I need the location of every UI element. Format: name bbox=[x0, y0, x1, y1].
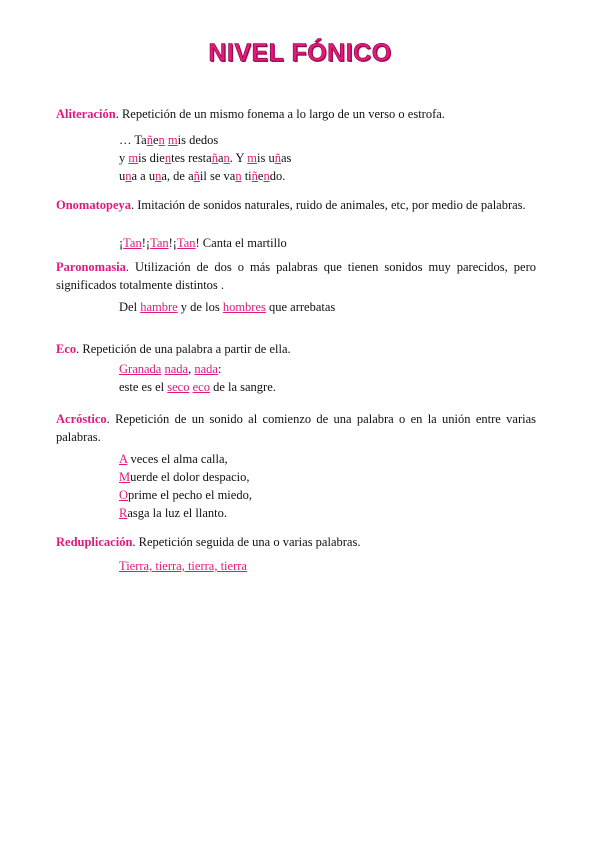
example-text: a, de a bbox=[161, 169, 194, 183]
term-eco: Eco bbox=[56, 342, 77, 356]
definition-text: . Repetición de una palabra a partir de ella. bbox=[76, 342, 291, 356]
example-aliteracion bbox=[119, 131, 539, 185]
example-text: Del bbox=[119, 300, 141, 314]
example-onomatopeya bbox=[119, 234, 539, 252]
example-text: is die bbox=[138, 151, 165, 165]
example-text: asga la luz el llanto. bbox=[127, 506, 227, 520]
definition-text: . Imitación de sonidos naturales, ruido de animales, etc, por medio de palabras. bbox=[131, 198, 526, 212]
highlighted-sound: A bbox=[119, 452, 128, 466]
example-text: . Y bbox=[229, 151, 248, 165]
example-acrostico bbox=[119, 450, 539, 522]
example-line bbox=[119, 167, 539, 185]
highlighted-sound: n bbox=[158, 133, 165, 147]
page-title: NIVEL FÓNICO bbox=[208, 39, 392, 67]
example-text: ti bbox=[241, 169, 252, 183]
highlighted-sound: Tan bbox=[150, 236, 169, 250]
example-text: ¡ bbox=[119, 236, 124, 250]
example-line bbox=[119, 360, 539, 378]
example-line bbox=[119, 131, 539, 149]
definition-acrostico bbox=[56, 410, 536, 446]
example-line bbox=[119, 378, 539, 396]
example-eco bbox=[119, 360, 539, 396]
example-text: y de los bbox=[177, 300, 223, 314]
highlighted-sound: ñ bbox=[251, 169, 258, 183]
highlighted-sound: eco bbox=[192, 380, 210, 394]
example-text: a a u bbox=[131, 169, 156, 183]
highlighted-sound: Tan bbox=[123, 236, 142, 250]
example-text: , bbox=[188, 362, 195, 376]
highlighted-sound: seco bbox=[167, 380, 190, 394]
example-text: e bbox=[152, 133, 159, 147]
highlighted-sound: m bbox=[247, 151, 257, 165]
example-line bbox=[119, 486, 539, 504]
highlighted-sound: n bbox=[235, 169, 242, 183]
highlighted-sound: Tierra, tierra, tierra, tierra bbox=[119, 559, 247, 573]
highlighted-sound: n bbox=[125, 169, 132, 183]
example-text: y bbox=[119, 151, 129, 165]
example-text: is u bbox=[256, 151, 275, 165]
example-text: tes resta bbox=[171, 151, 212, 165]
term-reduplicacion: Reduplicación bbox=[56, 535, 133, 549]
definition-eco bbox=[56, 340, 536, 358]
definition-text: . Repetición seguida de una o varias palabras. bbox=[132, 535, 361, 549]
example-text: a bbox=[217, 151, 224, 165]
highlighted-sound: n bbox=[263, 169, 270, 183]
example-text: uerde el dolor despacio, bbox=[130, 470, 250, 484]
highlighted-sound: n bbox=[223, 151, 230, 165]
highlighted-sound: n bbox=[164, 151, 172, 165]
definition-paronomasia bbox=[56, 258, 536, 294]
example-line bbox=[119, 504, 539, 522]
example-text: do. bbox=[269, 169, 286, 183]
example-line bbox=[119, 234, 539, 252]
highlighted-sound: hombres bbox=[222, 300, 266, 314]
example-paronomasia bbox=[119, 298, 539, 316]
definition-text: . Repetición de un sonido al comienzo de una palabra o en la unión entre varias palabras. bbox=[56, 412, 536, 444]
term-acrostico: Acróstico bbox=[56, 412, 107, 426]
highlighted-sound: nada bbox=[164, 362, 189, 376]
definition-reduplicacion bbox=[56, 533, 536, 551]
example-text: … Ta bbox=[119, 133, 147, 147]
example-text: este es el bbox=[119, 380, 168, 394]
example-text: !¡ bbox=[141, 236, 151, 250]
example-line bbox=[119, 298, 539, 316]
term-aliteracion: Aliteración bbox=[56, 107, 116, 121]
highlighted-sound: ñ bbox=[193, 169, 200, 183]
example-text: !¡ bbox=[168, 236, 177, 250]
highlighted-sound: Granada bbox=[119, 362, 162, 376]
definition-text: . Repetición de un mismo fonema a lo largo de un verso o estrofa. bbox=[115, 107, 445, 121]
example-text: que arrebatas bbox=[265, 300, 336, 314]
example-text: e bbox=[257, 169, 264, 183]
example-text: de la sangre. bbox=[209, 380, 276, 394]
example-line bbox=[119, 468, 539, 486]
highlighted-sound: n bbox=[155, 169, 162, 183]
highlighted-sound: ñ bbox=[274, 151, 281, 165]
example-line bbox=[119, 557, 539, 575]
highlighted-sound: m bbox=[167, 133, 178, 147]
highlighted-sound: Tan bbox=[176, 236, 196, 250]
definition-text: . Utilización de dos o más palabras que tienen sonidos muy parecidos, pero significados totalmente distintos . bbox=[56, 260, 536, 292]
term-paronomasia: Paronomasia bbox=[56, 260, 126, 274]
term-onomatopeya: Onomatopeya bbox=[56, 198, 131, 212]
example-reduplicacion bbox=[119, 557, 539, 575]
example-line bbox=[119, 450, 539, 468]
example-text: is dedos bbox=[177, 133, 219, 147]
highlighted-sound: O bbox=[119, 488, 129, 502]
example-line bbox=[119, 149, 539, 167]
example-text: : bbox=[217, 362, 222, 376]
example-text: il se va bbox=[199, 169, 236, 183]
highlighted-sound: ñ bbox=[211, 151, 218, 165]
example-text: u bbox=[119, 169, 126, 183]
highlighted-sound: hambre bbox=[140, 300, 178, 314]
highlighted-sound: R bbox=[119, 506, 128, 520]
highlighted-sound: nada bbox=[194, 362, 218, 376]
highlighted-sound: ñ bbox=[146, 133, 153, 147]
example-text: ! Canta el martillo bbox=[195, 236, 287, 250]
highlighted-sound: M bbox=[119, 470, 131, 484]
definition-aliteracion bbox=[56, 105, 536, 123]
highlighted-sound: m bbox=[128, 151, 139, 165]
example-text: veces el alma calla, bbox=[127, 452, 228, 466]
definition-onomatopeya bbox=[56, 196, 536, 214]
example-text: prime el pecho el miedo, bbox=[128, 488, 252, 502]
example-text: as bbox=[280, 151, 292, 165]
